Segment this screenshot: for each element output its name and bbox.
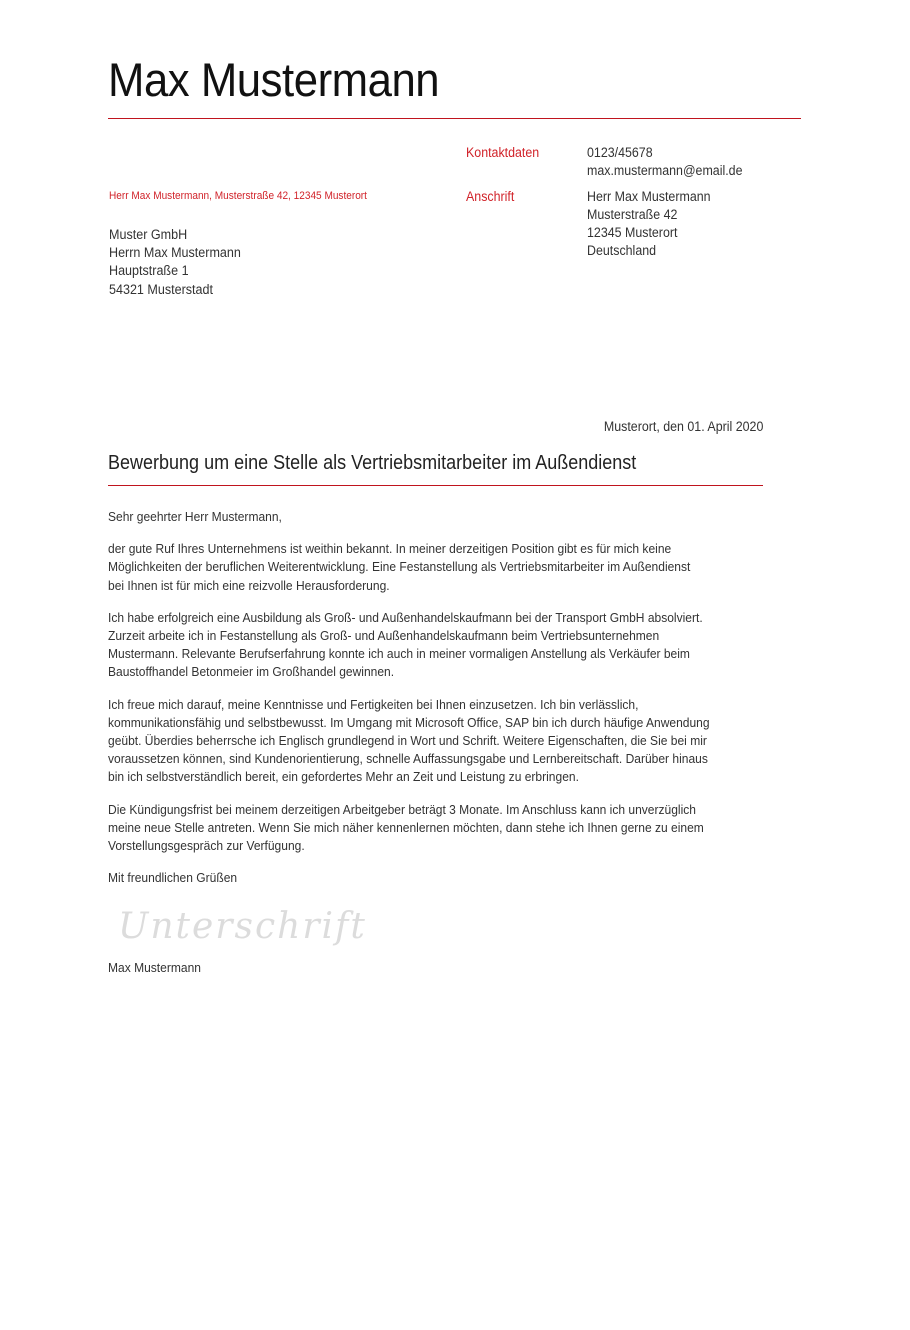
address-label: Anschrift (466, 189, 515, 204)
paragraph-line: voraussetzen können, sind Kundenorientierung, schnelle Auffassungsgabe und Lernbereitschaft. Darüber hinaus (108, 751, 708, 767)
recipient-line: Herrn Max Mustermann (109, 245, 241, 261)
contact-values (587, 144, 742, 180)
paragraph (108, 801, 760, 856)
contact-label: Kontaktdaten (466, 145, 540, 160)
paragraph (108, 696, 760, 787)
paragraph-line: Vorstellungsgespräch zur Verfügung. (108, 838, 305, 854)
paragraph-line: Zurzeit arbeite ich in Festanstellung als Groß- und Außenhandelskaufmann beim Vertriebsunternehmen (108, 628, 660, 644)
subject-divider (108, 485, 763, 486)
letter-body (108, 508, 760, 901)
phone-number: 0123/45678 (587, 145, 653, 160)
signer-name: Max Mustermann (108, 960, 201, 975)
paragraph-line: meine neue Stelle antreten. Wenn Sie mich näher kennenlernen möchten, dann stehe ich Ihnen gerne zu einem (108, 819, 704, 835)
paragraph-line: bei Ihnen ist für mich eine reizvolle Herausforderung. (108, 577, 390, 593)
applicant-address (587, 188, 711, 260)
email-address: max.mustermann@email.de (587, 163, 743, 178)
paragraph-line: geübt. Überdies beherrsche ich Englisch grundlegend in Wort und Schrift. Weitere Eigenschaften, die Sie bei mir (108, 733, 707, 749)
paragraph-line: der gute Ruf Ihres Unternehmens ist weithin bekannt. In meiner derzeitigen Position gibt es für mich keine (108, 541, 672, 557)
recipient-address (109, 226, 241, 299)
letter-subject: Bewerbung um eine Stelle als Vertriebsmitarbeiter im Außendienst (108, 452, 637, 474)
recipient-line: 54321 Musterstadt (109, 281, 214, 297)
letter-date: Musterort, den 01. April 2020 (603, 419, 763, 434)
closing: Mit freundlichen Grüßen (108, 870, 238, 886)
header-divider (108, 118, 801, 119)
paragraph-line: Ich habe erfolgreich eine Ausbildung als Groß- und Außenhandelskaufmann bei der Transport GmbH absolviert. (108, 609, 703, 625)
paragraph (108, 540, 760, 595)
paragraph-line: Möglichkeiten der beruflichen Weiterentwicklung. Eine Festanstellung als Vertriebsmitarbeiter im Außendienst (108, 559, 691, 575)
address-line: Deutschland (587, 243, 657, 258)
recipient-line: Muster GmbH (109, 227, 188, 242)
paragraph-line: Ich freue mich darauf, meine Kenntnisse und Fertigkeiten bei Ihnen einzusetzen. Ich bin verlässlich, (108, 696, 639, 712)
address-line: 12345 Musterort (587, 225, 678, 240)
paragraph-line: Mustermann. Relevante Berufserfahrung konnte ich auch in meiner vormaligen Anstellung als Verkäufer beim (108, 646, 690, 662)
recipient-line: Hauptstraße 1 (109, 263, 189, 279)
signature-placeholder: Unterschrift (118, 906, 367, 947)
address-line: Musterstraße 42 (587, 207, 678, 222)
paragraph (108, 609, 760, 682)
paragraph-line: kommunikationsfähig und selbstbewusst. Im Umgang mit Microsoft Office, SAP bin ich durch häufige Anwendung (108, 714, 710, 730)
paragraph-line: Die Kündigungsfrist bei meinem derzeitigen Arbeitgeber beträgt 3 Monate. Im Anschluss kann ich unverzüglich (108, 801, 696, 817)
salutation: Sehr geehrter Herr Mustermann, (108, 509, 282, 524)
sender-return-line: Herr Max Mustermann, Musterstraße 42, 12345 Musterort (109, 190, 367, 202)
address-line: Herr Max Mustermann (587, 189, 711, 204)
paragraph-line: Baustoffhandel Betonmeier im Großhandel gewinnen. (108, 664, 395, 680)
paragraph-line: bin ich selbstverständlich bereit, ein gefordertes Mehr an Zeit und Leistung zu erbringen. (108, 769, 579, 785)
applicant-name: Max Mustermann (108, 53, 440, 106)
